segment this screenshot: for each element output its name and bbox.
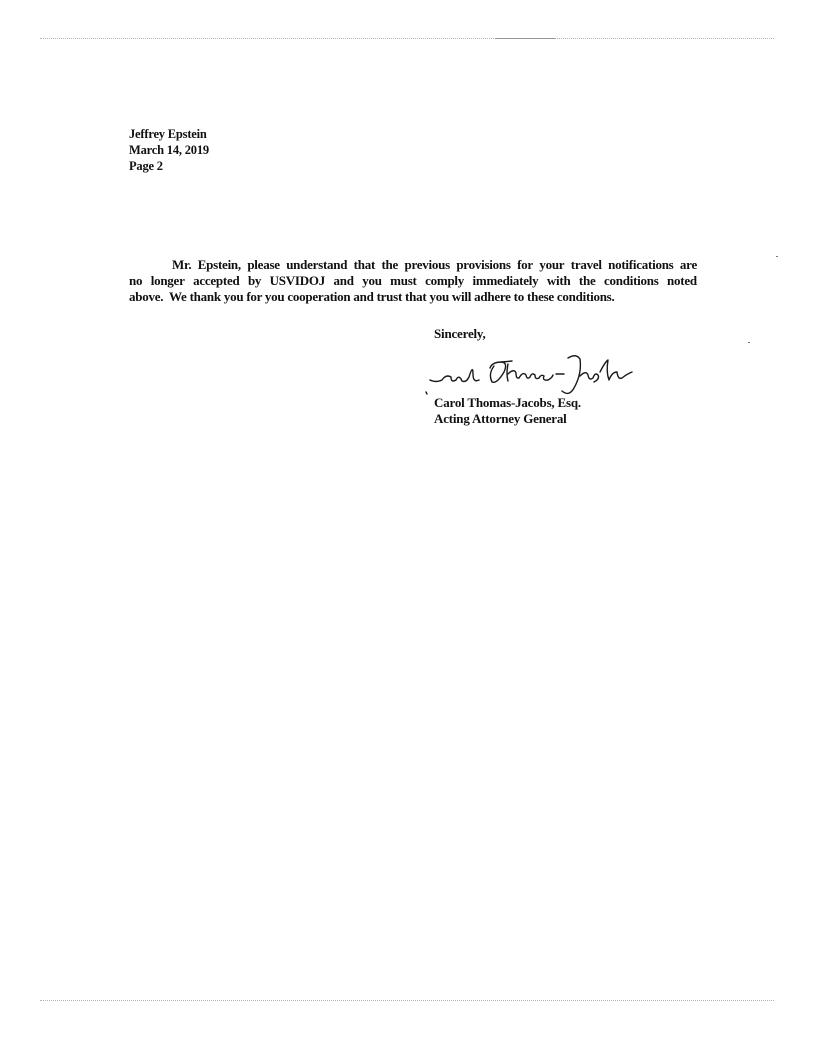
page-number: Page 2 bbox=[129, 159, 163, 173]
word: immediately bbox=[472, 273, 539, 288]
handwritten-signature bbox=[422, 350, 652, 400]
word: Mr. bbox=[172, 257, 192, 272]
word: previous bbox=[404, 257, 450, 272]
word: understand bbox=[286, 257, 348, 272]
signer-block bbox=[434, 395, 581, 427]
scan-artifact-bottom bbox=[40, 1000, 774, 1001]
word: your bbox=[539, 257, 565, 272]
body-paragraph bbox=[129, 257, 697, 305]
word: USVIDOJ bbox=[269, 273, 325, 288]
word: by bbox=[247, 273, 262, 288]
word: conditions bbox=[603, 273, 659, 288]
word: for bbox=[517, 257, 533, 272]
word: travel bbox=[570, 257, 602, 272]
closing-salutation: Sincerely, bbox=[434, 326, 486, 341]
word: noted bbox=[667, 273, 697, 288]
line-text: above. We thank you for you cooperation and trust that you will adhere to these conditions. bbox=[129, 289, 615, 304]
word: Epstein, bbox=[197, 257, 241, 272]
paragraph-line bbox=[129, 289, 697, 305]
paragraph-line bbox=[129, 257, 697, 273]
word: you bbox=[362, 273, 382, 288]
scan-speck bbox=[776, 256, 778, 257]
recipient-name: Jeffrey Epstein bbox=[129, 127, 207, 141]
word: the bbox=[578, 273, 596, 288]
word: accepted bbox=[193, 273, 240, 288]
paragraph-line bbox=[129, 273, 697, 289]
word: that bbox=[353, 257, 376, 272]
scan-speck bbox=[748, 342, 750, 343]
letter-date: March 14, 2019 bbox=[129, 143, 209, 157]
word: with bbox=[546, 273, 571, 288]
signer-title: Acting Attorney General bbox=[434, 411, 567, 426]
word: longer bbox=[150, 273, 185, 288]
word: no bbox=[129, 273, 143, 288]
word: are bbox=[679, 257, 697, 272]
word: and bbox=[333, 273, 354, 288]
word: provisions bbox=[456, 257, 511, 272]
word: must bbox=[390, 273, 417, 288]
word: notifications bbox=[608, 257, 674, 272]
word: please bbox=[247, 257, 280, 272]
word: the bbox=[381, 257, 399, 272]
signer-name: Carol Thomas-Jacobs, Esq. bbox=[434, 395, 581, 410]
word: comply bbox=[425, 273, 465, 288]
letter-header bbox=[129, 126, 209, 174]
scan-artifact-top bbox=[40, 38, 774, 39]
